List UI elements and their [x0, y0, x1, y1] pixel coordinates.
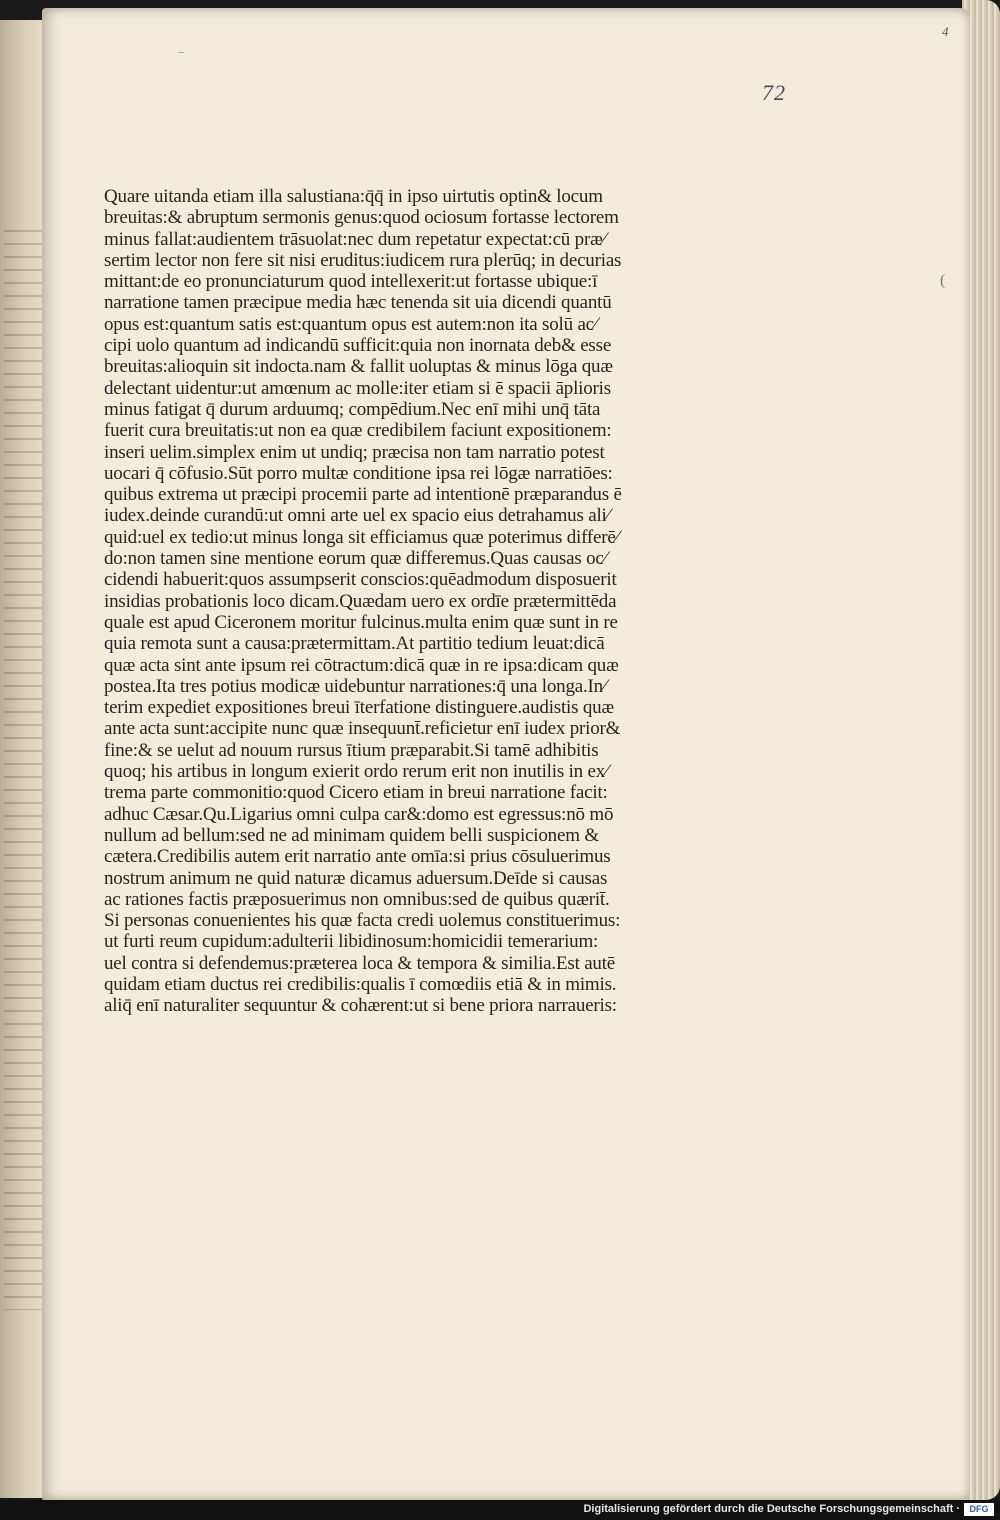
text-line: quia remota sunt a causa:prætermittam.At partitio tedium leuat:dicā — [104, 633, 605, 655]
text-line: trema parte commonitio:quod Cicero etiam in breui narratione facit: — [104, 782, 608, 804]
text-line: cipi uolo quantum ad indicandū sufficit:quia non inornata deb& esse — [104, 335, 612, 357]
text-line: aliq̄ enī naturaliter sequuntur & cohærent:ut si bene priora narraueris: — [104, 995, 617, 1017]
text-line: nullum ad bellum:sed ne ad minimam quidem belli suspicionem & — [104, 824, 599, 846]
text-line: postea.Ita tres potius modicæ uidebuntur narrationes:q̄ una longa.In⁄ — [104, 675, 606, 697]
text-line: delectant uidentur:ut amœnum ac molle:iter etiam si ē spacii āplioris — [104, 377, 611, 399]
text-line: breuitas:alioquin sit indocta.nam & fallit uoluptas & minus lōga quæ — [104, 356, 613, 378]
text-line: terim expediet expositiones breui īterfatione distinguere.audistis quæ — [104, 697, 614, 719]
text-line: inseri uelim.simplex enim ut undiq; præcisa non tam narratio potest — [104, 441, 605, 463]
text-line: minus fatigat q̄ durum arduumq; compēdium.Nec enī mihi unq̄ tāta — [104, 398, 601, 420]
text-line: narratione tamen præcipue media hæc tenenda sit uia dicendi quantū — [104, 292, 612, 314]
text-line: Si personas conuenientes his quæ facta credi uolemus constituerimus: — [104, 910, 621, 932]
funding-notice: Digitalisierung gefördert durch die Deutsche Forschungsgemeinschaft · — [583, 1503, 960, 1515]
text-line: breuitas:& abruptum sermonis genus:quod ociosum fortasse lectorem — [104, 207, 619, 229]
main-text-block — [104, 186, 714, 1017]
text-line: cætera.Credibilis autem erit narratio ante omīa:si prius cōsuluerimus — [104, 846, 611, 868]
text-line: quæ acta sint ante ipsum rei cōtractum:dicā quæ in re ipsa:dicam quæ — [104, 654, 619, 676]
text-line: quidam etiam ductus rei credibilis:qualis ī comœdiis etiā & in mimis. — [104, 973, 617, 995]
text-line: insidias probationis loco dicam.Quædam uero ex ordīe prætermittēda — [104, 590, 617, 612]
text-line: uel contra si defendemus:præterea loca & tempora & similia.Est autē — [104, 952, 616, 974]
margin-mark: ( — [940, 272, 946, 289]
text-line: quoq; his artibus in longum exierit ordo rerum erit non inutilis in ex⁄ — [104, 761, 609, 783]
text-line: quid:uel ex tedio:ut minus longa sit efficiamus quæ poterimus differē⁄ — [104, 526, 619, 548]
text-line: fine:& se uelut ad nouum rursus ītium præparabit.Si tamē adhibitis — [104, 739, 599, 761]
text-line: uocari q̄ cōfusio.Sūt porro multæ conditione ipsa rei lōgæ narratiōes: — [104, 462, 613, 484]
dfg-logo[interactable]: DFG — [964, 1503, 994, 1516]
text-line: mittant:de eo pronunciaturum quod intellexerit:ut fortasse ubique:ī — [104, 271, 598, 293]
text-line: ut furti reum cupidum:adulterii libidinosum:homicidii temerarium: — [104, 931, 599, 953]
folio-mark: 4 — [942, 24, 949, 39]
text-line: nostrum animum ne quid naturæ dicamus aduersum.Deīde si causas — [104, 867, 608, 889]
text-line: cidendi habuerit:quos assumpserit conscios:quēadmodum disposuerit — [104, 569, 617, 591]
handwritten-page-number: 72 — [762, 80, 786, 105]
text-line: ac rationes factis præposuerimus non omnibus:sed de quibus quærit̄. — [104, 888, 610, 910]
footer-bar — [0, 1500, 1000, 1520]
text-line: fuerit cura breuitatis:ut non ea quæ credibilem faciunt expositionem: — [104, 420, 612, 442]
text-line: quale est apud Ciceronem moritur fulcinus.multa enim quæ sunt in re — [104, 611, 618, 633]
text-line: ante acta sunt:accipite nunc quæ insequunt̄.reficietur enī iudex prior& — [104, 718, 621, 740]
text-line: minus fallat:audientem trāsuolat:nec dum repetatur expectat:cū præ⁄ — [104, 228, 606, 250]
text-line: sertim lector non fere sit nisi eruditus:iudicem rura plerūq; in decurias — [104, 249, 622, 271]
text-line: adhuc Cæsar.Qu.Ligarius omni culpa car&:domo est egressus:nō mō — [104, 803, 614, 825]
text-line: iudex.deinde curandū:ut omni arte uel ex spacio eius detrahamus ali⁄ — [104, 505, 610, 527]
text-line: quibus extrema ut præcipi procemii parte ad intentionē præparandus ē — [104, 484, 622, 506]
text-line: opus est:quantum satis est:quantum opus est autem:non ita solū ac⁄ — [104, 313, 597, 335]
top-mark: – — [178, 44, 184, 58]
text-line: do:non tamen sine mentione eorum quæ differemus.Quas causas oc⁄ — [104, 548, 607, 570]
text-line: Quare uitanda etiam illa salustiana:q̄q̄ in ipso uirtutis optin& locum — [104, 186, 603, 207]
facing-page-text-ghost — [4, 230, 44, 1310]
